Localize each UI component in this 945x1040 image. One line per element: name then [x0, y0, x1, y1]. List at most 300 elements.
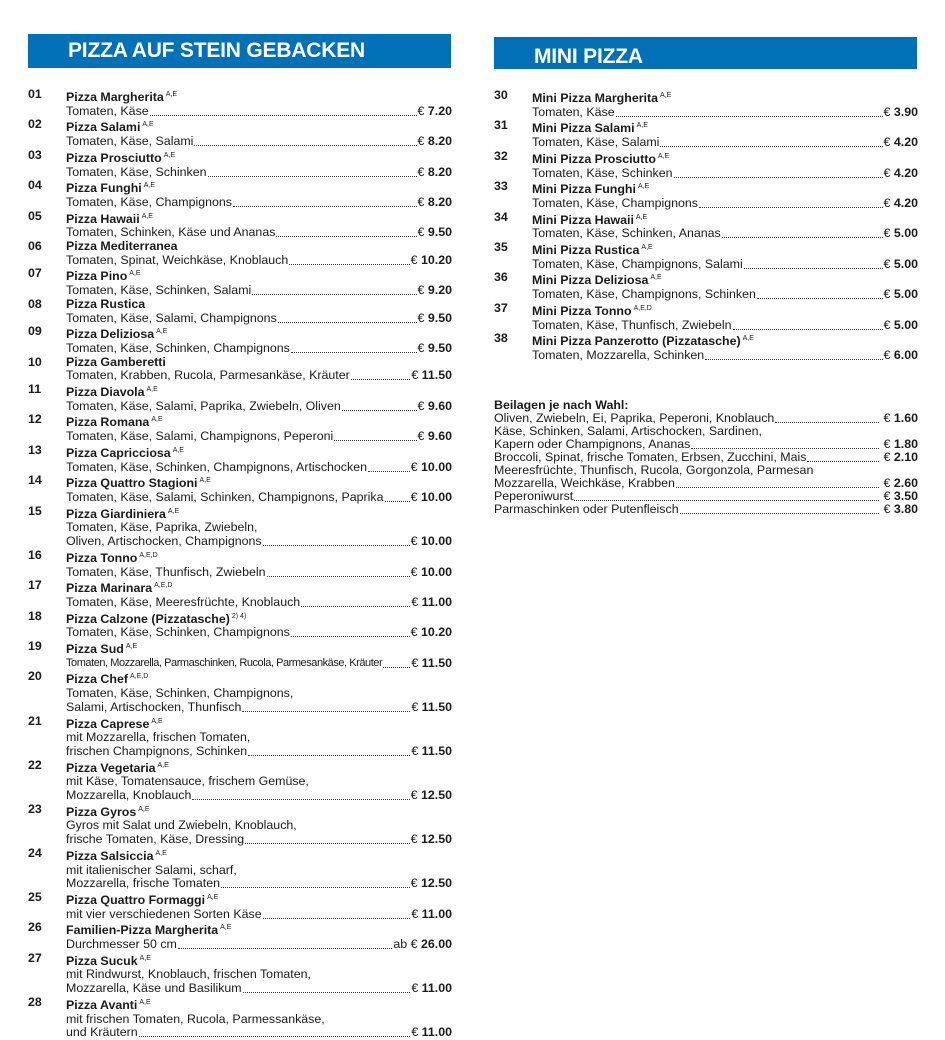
item-body — [532, 271, 918, 301]
item-description: Mozzarella, frische Tomaten — [66, 876, 221, 891]
price-value: 10.00 — [420, 564, 452, 579]
item-number: 31 — [494, 118, 508, 133]
item-number: 12 — [28, 412, 42, 427]
currency-symbol: € — [883, 437, 891, 451]
item-name-row — [532, 241, 918, 258]
price-value: 12.50 — [420, 876, 452, 891]
dot-leader — [252, 284, 416, 295]
section-title: MINI PIZZA — [534, 45, 643, 68]
item-description: Tomaten, Käse, Schinken, Ananas — [532, 226, 721, 241]
price-value: 2.10 — [893, 450, 918, 464]
item-name-row — [66, 996, 452, 1013]
allergen-codes: A,E — [139, 998, 151, 1006]
item-number: 35 — [494, 240, 508, 255]
item-price — [884, 136, 918, 150]
item-description: Salami, Artischocken, Thunfisch — [66, 699, 242, 714]
item-description: Tomaten, Käse, Champignons — [66, 194, 232, 209]
allergen-codes: A,E — [125, 643, 138, 651]
price-value: 5.00 — [893, 287, 918, 302]
price-line — [66, 400, 452, 414]
price-value: 12.50 — [420, 832, 452, 847]
currency-symbol: € — [410, 534, 418, 549]
item-price — [411, 745, 452, 759]
item-number: 02 — [28, 117, 42, 132]
item-name-row — [66, 267, 452, 284]
item-body — [66, 715, 452, 759]
dot-leader — [150, 105, 417, 116]
item-description: Tomaten, Käse, Paprika, Zwiebeln, — [66, 520, 258, 535]
item-description: mit Mozzarella, frischen Tomaten, — [66, 730, 251, 745]
menu-list-pizza-auf-stein — [28, 88, 452, 1040]
currency-symbol: € — [417, 225, 425, 240]
menu-item — [28, 267, 452, 297]
currency-symbol: € — [410, 564, 418, 579]
item-body — [66, 325, 452, 355]
item-description: Tomaten, Käse — [532, 104, 615, 119]
item-name: Pizza Gamberetti — [66, 354, 166, 369]
menu-item — [494, 180, 918, 210]
currency-symbol: € — [411, 906, 419, 921]
dot-leader — [342, 400, 417, 411]
currency-symbol: € — [883, 287, 891, 302]
item-description: Tomaten, Käse, Salami — [532, 135, 660, 150]
item-number: 05 — [28, 208, 42, 223]
price-value: 8.20 — [427, 194, 452, 209]
extras-row — [494, 425, 918, 451]
dot-leader — [680, 503, 879, 514]
item-name: Pizza Romana — [66, 415, 150, 430]
menu-item — [28, 759, 452, 803]
item-number: 09 — [28, 324, 42, 339]
allergen-codes: A,E — [141, 212, 153, 220]
allergen-codes: A,E — [143, 182, 156, 190]
price-value: 8.20 — [427, 134, 452, 149]
currency-symbol: € — [883, 489, 891, 503]
dot-leader — [192, 789, 409, 800]
item-price — [411, 982, 452, 996]
menu-item — [494, 211, 918, 241]
item-name-row — [532, 211, 918, 228]
currency-symbol: € — [883, 450, 891, 464]
menu-item — [28, 88, 452, 118]
price-line — [66, 789, 452, 803]
item-name: Mini Pizza Salami — [532, 121, 635, 136]
item-name-row — [66, 505, 452, 522]
item-name: Pizza Margherita — [66, 90, 164, 104]
menu-item — [494, 241, 918, 271]
item-name: Mini Pizza Margherita — [532, 91, 658, 105]
menu-item — [28, 640, 452, 670]
price-line — [532, 106, 918, 120]
allergen-codes: A,E — [636, 122, 648, 130]
item-body — [66, 996, 452, 1040]
item-price — [880, 451, 918, 464]
item-description: Durchmesser 50 cm — [66, 937, 177, 952]
item-name-row — [66, 149, 452, 166]
item-body — [532, 180, 918, 210]
currency-symbol: € — [883, 502, 891, 516]
dot-leader — [744, 258, 883, 269]
dot-leader — [139, 1026, 411, 1037]
item-price — [411, 566, 452, 580]
price-line — [532, 227, 918, 241]
currency-symbol: € — [410, 625, 418, 640]
item-number: 07 — [28, 266, 42, 281]
item-name: Mini Pizza Deliziosa — [532, 273, 649, 288]
item-name: Pizza Chef — [66, 672, 128, 687]
currency-symbol: € — [883, 476, 891, 490]
item-number: 30 — [494, 88, 508, 102]
price-line — [66, 166, 452, 180]
currency-symbol: € — [411, 655, 419, 670]
currency-symbol: € — [410, 937, 418, 952]
dot-leader — [291, 342, 417, 353]
item-description: Tomaten, Käse, Salami, Schinken, Champignons, Paprika — [66, 489, 384, 504]
item-name-row — [66, 715, 452, 732]
item-body — [66, 803, 452, 847]
item-price — [418, 312, 452, 326]
price-value: 9.20 — [427, 283, 452, 298]
item-number: 24 — [28, 845, 42, 860]
item-name-row — [66, 891, 452, 908]
price-value: 5.00 — [893, 226, 918, 241]
currency-symbol: € — [410, 252, 418, 267]
item-description: Mozzarella, Käse und Basilikum — [66, 981, 242, 996]
price-line — [66, 1026, 452, 1040]
currency-symbol: € — [883, 317, 891, 332]
item-name: Pizza Avanti — [66, 997, 138, 1012]
item-price — [411, 877, 452, 891]
currency-symbol: € — [417, 103, 425, 118]
item-price — [418, 196, 452, 210]
currency-symbol: € — [411, 699, 419, 714]
item-number: 33 — [494, 179, 508, 194]
currency-symbol: € — [417, 194, 425, 209]
item-body — [66, 505, 452, 549]
price-line — [66, 461, 452, 475]
item-number: 11 — [28, 382, 42, 397]
allergen-codes: A,E — [163, 151, 175, 159]
currency-symbol: € — [417, 429, 425, 444]
extras-description: Käse, Schinken, Salami, Artischocken, Sardinen, — [494, 424, 762, 438]
currency-symbol: € — [883, 256, 891, 271]
item-name-row — [66, 847, 452, 864]
item-body — [66, 210, 452, 240]
allergen-codes: A,E,D — [129, 673, 149, 681]
menu-item — [28, 383, 452, 413]
item-name-row — [66, 240, 452, 254]
item-price — [418, 342, 452, 356]
item-name: Pizza Giardiniera — [66, 506, 166, 521]
item-number: 18 — [28, 608, 42, 623]
price-value: 1.80 — [893, 437, 918, 451]
item-name: Pizza Vegetaria — [66, 760, 156, 775]
menu-item — [494, 150, 918, 180]
item-body — [66, 670, 452, 714]
item-number: 28 — [28, 994, 42, 1009]
dot-leader — [574, 490, 879, 501]
menu-item — [494, 332, 918, 362]
dot-leader — [722, 227, 883, 238]
item-description: Tomaten, Käse, Salami — [66, 134, 194, 149]
menu-list-mini-pizza — [494, 89, 918, 363]
item-price — [418, 430, 452, 444]
item-number: 26 — [28, 920, 42, 935]
item-body — [66, 118, 452, 148]
item-name-row — [66, 383, 452, 400]
menu-item — [28, 474, 452, 504]
allergen-codes: A,E — [151, 717, 163, 725]
menu-item — [28, 996, 452, 1040]
dot-leader — [221, 877, 410, 888]
item-description: Tomaten, Käse, Salami, Paprika, Zwiebeln, Oliven — [66, 398, 341, 413]
price-value: 4.20 — [893, 135, 918, 150]
item-price — [411, 701, 452, 715]
item-price — [411, 908, 452, 922]
allergen-codes: A,E — [129, 270, 141, 278]
item-name: Mini Pizza Panzerotto (Pizzatasche) — [532, 334, 741, 349]
item-name-row — [66, 444, 452, 461]
item-body — [532, 241, 918, 271]
item-name-row — [66, 670, 452, 687]
item-price — [884, 227, 918, 241]
currency-symbol: € — [410, 832, 418, 847]
item-name-row — [66, 759, 452, 776]
currency-symbol: € — [883, 104, 891, 119]
currency-symbol: € — [417, 340, 425, 355]
item-name-row — [66, 640, 452, 657]
item-body — [532, 150, 918, 180]
price-value: 3.50 — [893, 489, 918, 503]
item-description: Tomaten, Käse, Schinken, Champignons — [66, 625, 290, 640]
menu-item — [28, 240, 452, 267]
item-name: Familien-Pizza Margherita — [66, 923, 219, 938]
section-title: PIZZA AUF STEIN GEBACKEN — [68, 39, 365, 62]
dot-leader — [691, 438, 879, 449]
item-body — [66, 267, 452, 297]
dot-leader — [278, 312, 417, 323]
extras-price-line — [494, 503, 918, 516]
price-line — [66, 135, 452, 149]
price-value: 5.00 — [893, 256, 918, 271]
item-description: Tomaten, Käse, Champignons, Schinken — [532, 287, 756, 302]
item-number: 27 — [28, 950, 42, 965]
menu-item — [494, 119, 918, 149]
item-name-row — [532, 119, 918, 136]
price-value: 3.90 — [893, 104, 918, 119]
item-number: 19 — [28, 639, 42, 654]
item-body — [66, 579, 452, 609]
item-name: Mini Pizza Funghi — [532, 182, 636, 197]
item-number: 08 — [28, 296, 42, 311]
item-body — [66, 549, 452, 579]
item-body — [66, 298, 452, 325]
menu-item — [494, 302, 918, 332]
item-price — [884, 167, 918, 181]
price-value: 10.00 — [420, 489, 452, 504]
menu-item — [494, 271, 918, 301]
item-number: 10 — [28, 354, 42, 369]
price-line — [66, 284, 452, 298]
allergen-codes: A,E — [637, 183, 650, 191]
menu-item — [28, 505, 452, 549]
item-description: Peperoniwurst — [494, 489, 574, 503]
dot-leader — [383, 657, 410, 668]
price-value: 11.00 — [421, 594, 452, 609]
item-name: Pizza Marinara — [66, 581, 153, 596]
currency-symbol: € — [411, 368, 419, 383]
price-value: 9.60 — [427, 429, 452, 444]
item-name-row — [66, 921, 452, 938]
item-number: 38 — [494, 331, 508, 346]
item-description: Tomaten, Schinken, Käse und Ananas — [66, 225, 276, 240]
price-value: 9.50 — [427, 225, 452, 240]
item-price — [418, 135, 452, 149]
item-body — [532, 89, 918, 119]
price-line — [66, 491, 452, 505]
price-value: 7.20 — [427, 103, 452, 118]
item-name: Pizza Gyros — [66, 804, 137, 819]
dot-leader — [660, 136, 882, 147]
item-name-row — [532, 332, 918, 349]
allergen-codes: A,E — [165, 91, 178, 98]
price-value: 10.20 — [420, 252, 452, 267]
price-line — [532, 349, 918, 363]
price-line — [66, 342, 452, 356]
item-description: Tomaten, Käse — [66, 103, 149, 118]
item-body — [66, 640, 452, 670]
dot-leader — [208, 166, 417, 177]
item-price — [411, 491, 452, 505]
menu-item — [28, 579, 452, 609]
item-number: 37 — [494, 300, 508, 315]
price-line — [66, 369, 452, 383]
price-value: 1.60 — [893, 411, 918, 425]
dot-leader — [245, 833, 409, 844]
price-line — [532, 258, 918, 272]
extras-row — [494, 464, 918, 490]
currency-symbol: € — [411, 594, 419, 609]
item-number: 13 — [28, 442, 42, 457]
allergen-codes: A,E — [146, 386, 158, 394]
item-body — [66, 891, 452, 921]
dot-leader — [775, 412, 879, 423]
item-name: Pizza Mediterranea — [66, 239, 178, 254]
item-price — [884, 319, 918, 333]
item-number: 04 — [28, 178, 42, 193]
currency-symbol: € — [417, 164, 425, 179]
item-description: Tomaten, Käse, Schinken, Champignons — [66, 340, 290, 355]
dot-leader — [248, 745, 410, 756]
item-price — [411, 596, 452, 610]
item-name-row — [66, 298, 452, 312]
price-line — [66, 626, 452, 640]
item-description: Tomaten, Mozzarella, Parmaschinken, Rucola, Parmesankäse, Kräuter — [66, 656, 383, 669]
item-number: 17 — [28, 578, 42, 593]
item-body — [532, 332, 918, 362]
currency-symbol: € — [410, 788, 418, 803]
price-value: 26.00 — [420, 937, 452, 952]
menu-item — [28, 413, 452, 443]
item-price — [884, 106, 918, 120]
item-name: Mini Pizza Hawaii — [532, 212, 634, 227]
item-price — [411, 1026, 452, 1040]
item-description: Oliven, Artischocken, Champignons — [66, 534, 262, 549]
price-line — [66, 745, 452, 759]
allergen-codes: A,E — [156, 328, 168, 336]
item-number: 15 — [28, 503, 42, 518]
item-number: 06 — [28, 239, 42, 254]
menu-item — [28, 210, 452, 240]
item-body — [66, 413, 452, 443]
price-value: 11.50 — [421, 699, 452, 714]
allergen-codes: A,E — [172, 446, 184, 454]
item-body — [66, 952, 452, 996]
item-description: mit Rindwurst, Knoblauch, frischen Tomaten, — [66, 967, 311, 982]
item-name-row — [532, 302, 918, 319]
item-price — [418, 166, 452, 180]
price-value: 10.00 — [420, 459, 452, 474]
item-price — [393, 938, 452, 952]
item-name: Pizza Quattro Formaggi — [66, 892, 206, 907]
allergen-codes: A,E — [199, 477, 211, 485]
price-line — [66, 833, 452, 847]
item-price — [884, 258, 918, 272]
item-description: frischen Champignons, Schinken — [66, 743, 248, 758]
menu-item — [28, 921, 452, 951]
dot-leader — [263, 535, 410, 546]
menu-item — [28, 549, 452, 579]
price-value: 9.50 — [427, 310, 452, 325]
item-price — [880, 412, 918, 425]
item-description: Gyros mit Salat und Zwiebeln, Knoblauch, — [66, 818, 297, 833]
allergen-codes: A,E — [151, 416, 163, 424]
price-value: 11.00 — [421, 906, 452, 921]
item-description: Tomaten, Mozzarella, Schinken — [532, 347, 705, 362]
price-value: 11.50 — [421, 368, 452, 383]
dot-leader — [733, 319, 883, 330]
dot-leader — [194, 135, 416, 146]
price-line — [66, 596, 452, 610]
menu-item — [28, 847, 452, 891]
price-line — [532, 319, 918, 333]
menu-item — [494, 89, 918, 119]
price-value: 4.20 — [893, 195, 918, 210]
item-price — [411, 626, 452, 640]
currency-symbol: € — [883, 195, 891, 210]
item-name: Mini Pizza Rustica — [532, 243, 640, 258]
item-body — [66, 847, 452, 891]
item-name-row — [532, 89, 918, 106]
item-number: 01 — [28, 87, 42, 101]
dot-leader — [178, 938, 393, 949]
menu-item — [28, 610, 452, 640]
price-line — [66, 657, 452, 671]
dot-leader — [301, 596, 410, 607]
allergen-codes: A,E — [742, 335, 754, 343]
dot-leader — [263, 908, 411, 919]
item-description: Tomaten, Käse, Thunfisch, Zwiebeln — [66, 564, 266, 579]
extras-description: Meeresfrüchte, Thunfisch, Rucola, Gorgonzola, Parmesan — [494, 463, 814, 477]
item-name-row — [532, 150, 918, 167]
currency-symbol: € — [410, 459, 418, 474]
item-body — [66, 240, 452, 267]
price-line — [66, 535, 452, 549]
dot-leader — [674, 167, 883, 178]
currency-symbol: € — [411, 743, 419, 758]
item-description: Tomaten, Käse, Thunfisch, Zwiebeln — [532, 317, 732, 332]
item-description: Tomaten, Käse, Schinken, Champignons, — [66, 686, 294, 701]
